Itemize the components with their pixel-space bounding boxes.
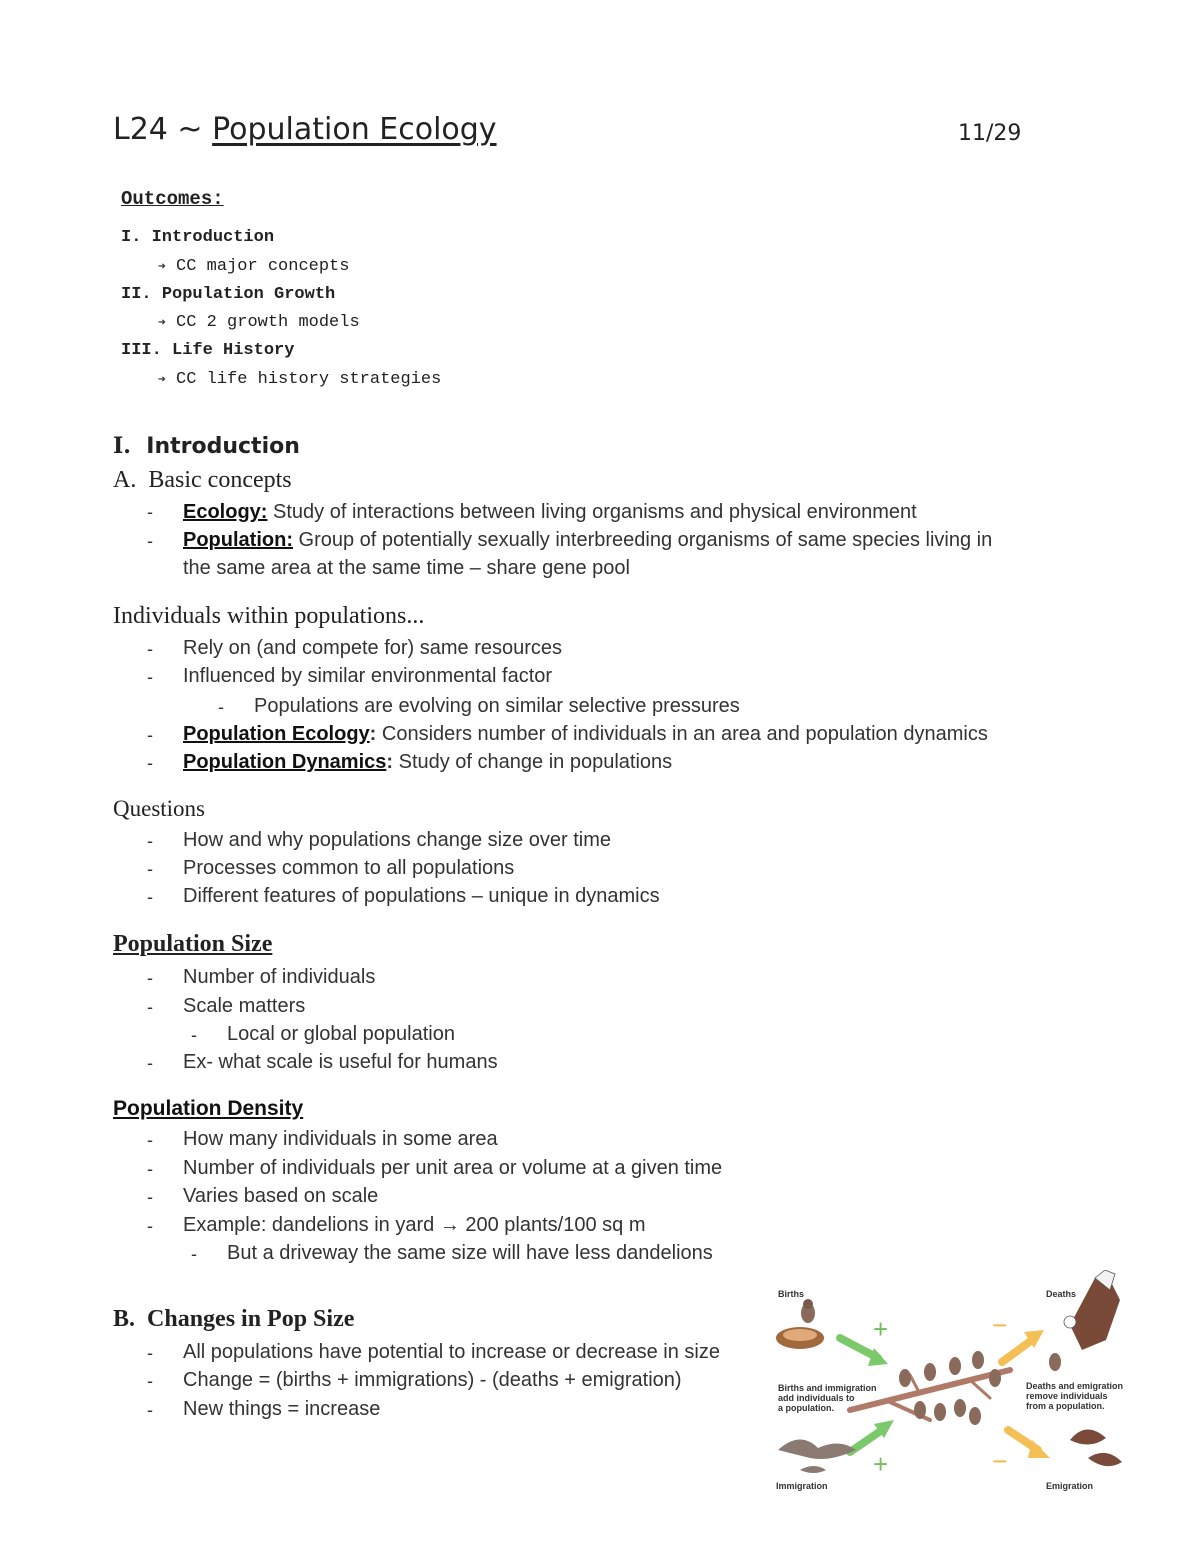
immigrating-birds-icon [778, 1439, 856, 1473]
right-note-1: Deaths and emigration [1026, 1381, 1124, 1391]
list-item: All populations have potential to increase or decrease in size [183, 1341, 720, 1363]
bullet-dash: - [147, 1187, 153, 1207]
bullet-dash: - [147, 1400, 153, 1420]
pop-density-heading: Population Density [113, 1097, 304, 1120]
population-definition: Population: Group of potentially sexually interbreeding organisms of same species living in [183, 529, 993, 551]
subsection-b-heading: B. Changes in Pop Size [113, 1306, 355, 1332]
list-subitem: But a driveway the same size will have less dandelions [227, 1242, 713, 1264]
right-note-3: from a population. [1026, 1401, 1105, 1411]
list-item: Change = (births + immigrations) - (deaths + emigration) [183, 1369, 682, 1391]
right-note-2: remove individuals [1026, 1391, 1108, 1401]
outcome-1: I. Introduction [121, 228, 275, 247]
outcome-2-sub: ➔ CC 2 growth models [158, 313, 360, 332]
left-note-3: a population. [778, 1403, 834, 1413]
outcome-3: III. Life History [121, 341, 295, 360]
list-item: How many individuals in some area [183, 1128, 498, 1150]
title-prefix: L24 ~ [113, 112, 213, 147]
list-item: Ex- what scale is useful for humans [183, 1051, 498, 1073]
left-note-2: add individuals to [778, 1393, 855, 1403]
individuals-heading: Individuals within populations... [113, 603, 425, 629]
list-item: Rely on (and compete for) same resources [183, 637, 563, 659]
bullet-dash: - [147, 1371, 153, 1391]
list-item: Number of individuals [183, 966, 376, 988]
questions-heading: Questions [113, 796, 205, 821]
left-note-1: Births and immigration [778, 1383, 877, 1393]
pop-dynamics-definition: Population Dynamics: Study of change in populations [183, 751, 673, 773]
outcome-2: II. Population Growth [121, 285, 336, 304]
list-item: Different features of populations – unique in dynamics [183, 885, 660, 907]
outcome-3-sub: ➔ CC life history strategies [158, 370, 442, 389]
label-deaths: Deaths [1046, 1289, 1077, 1299]
bullet-dash: - [147, 1130, 153, 1150]
arrow-deaths-icon [1002, 1330, 1044, 1362]
list-item: Influenced by similar environmental factor [183, 665, 553, 687]
bullet-dash: - [147, 1159, 153, 1179]
bullet-dash: - [147, 725, 153, 745]
minus-sign: − [992, 1446, 1008, 1476]
label-immigration: Immigration [776, 1481, 828, 1491]
ecology-definition: Ecology: Study of interactions between living organisms and physical environment [183, 501, 917, 523]
bullet-dash: - [147, 997, 153, 1017]
arrow-icon: ➔ [158, 372, 166, 387]
population-definition-cont: the same area at the same time – share gene pool [183, 557, 630, 579]
bullet-dash: - [147, 639, 153, 659]
arrow-emigration-icon [1008, 1430, 1050, 1458]
list-item: How and why populations change size over time [183, 829, 612, 851]
hawk-icon [1064, 1270, 1120, 1350]
pop-size-heading: Population Size [113, 931, 273, 957]
emigrating-birds-icon [1070, 1429, 1122, 1466]
plus-sign: + [873, 1449, 889, 1479]
bullet-dash: - [147, 667, 153, 687]
population-change-figure [770, 1270, 1135, 1496]
arrow-icon: ➔ [158, 315, 166, 330]
label-births: Births [778, 1289, 805, 1299]
list-item: New things = increase [183, 1398, 381, 1420]
section-heading: I. Introduction [113, 433, 300, 459]
bullet-dash: - [147, 968, 153, 988]
bullet-dash: - [147, 1053, 153, 1073]
title-text: Population Ecology [212, 112, 497, 147]
list-subitem: Populations are evolving on similar selective pressures [254, 695, 740, 717]
outcomes-heading: Outcomes: [121, 188, 224, 210]
date: 11/29 [958, 121, 1022, 146]
bullet-dash: - [147, 1343, 153, 1363]
bullet-dash: - [218, 697, 224, 717]
bullet-dash: - [191, 1244, 197, 1264]
bullet-dash: - [191, 1025, 197, 1045]
bullet-dash: - [147, 502, 153, 522]
minus-sign: − [992, 1310, 1008, 1340]
nest-icon [776, 1299, 824, 1349]
bullet-dash: - [147, 887, 153, 907]
bullet-dash: - [147, 859, 153, 879]
list-item: Varies based on scale [183, 1185, 379, 1207]
list-item: Example: dandelions in yard → 200 plants/100 sq m [183, 1214, 646, 1236]
list-subitem: Local or global population [227, 1023, 455, 1045]
bullet-dash: - [147, 831, 153, 851]
arrow-immigration-icon [850, 1420, 894, 1452]
page-title [113, 112, 497, 147]
bullet-dash: - [147, 1216, 153, 1236]
label-emigration: Emigration [1046, 1481, 1094, 1491]
bullet-dash: - [147, 753, 153, 773]
subsection-heading: A. Basic concepts [113, 467, 292, 493]
arrow-icon: ➔ [158, 259, 166, 274]
outcome-1-sub: ➔ CC major concepts [158, 257, 350, 276]
plus-sign: + [873, 1314, 889, 1344]
list-item: Processes common to all populations [183, 857, 515, 879]
list-item: Number of individuals per unit area or volume at a given time [183, 1157, 723, 1179]
list-item: Scale matters [183, 995, 306, 1017]
pop-ecology-definition: Population Ecology: Considers number of individuals in an area and population dynamics [183, 723, 988, 745]
bullet-dash: - [147, 531, 153, 551]
